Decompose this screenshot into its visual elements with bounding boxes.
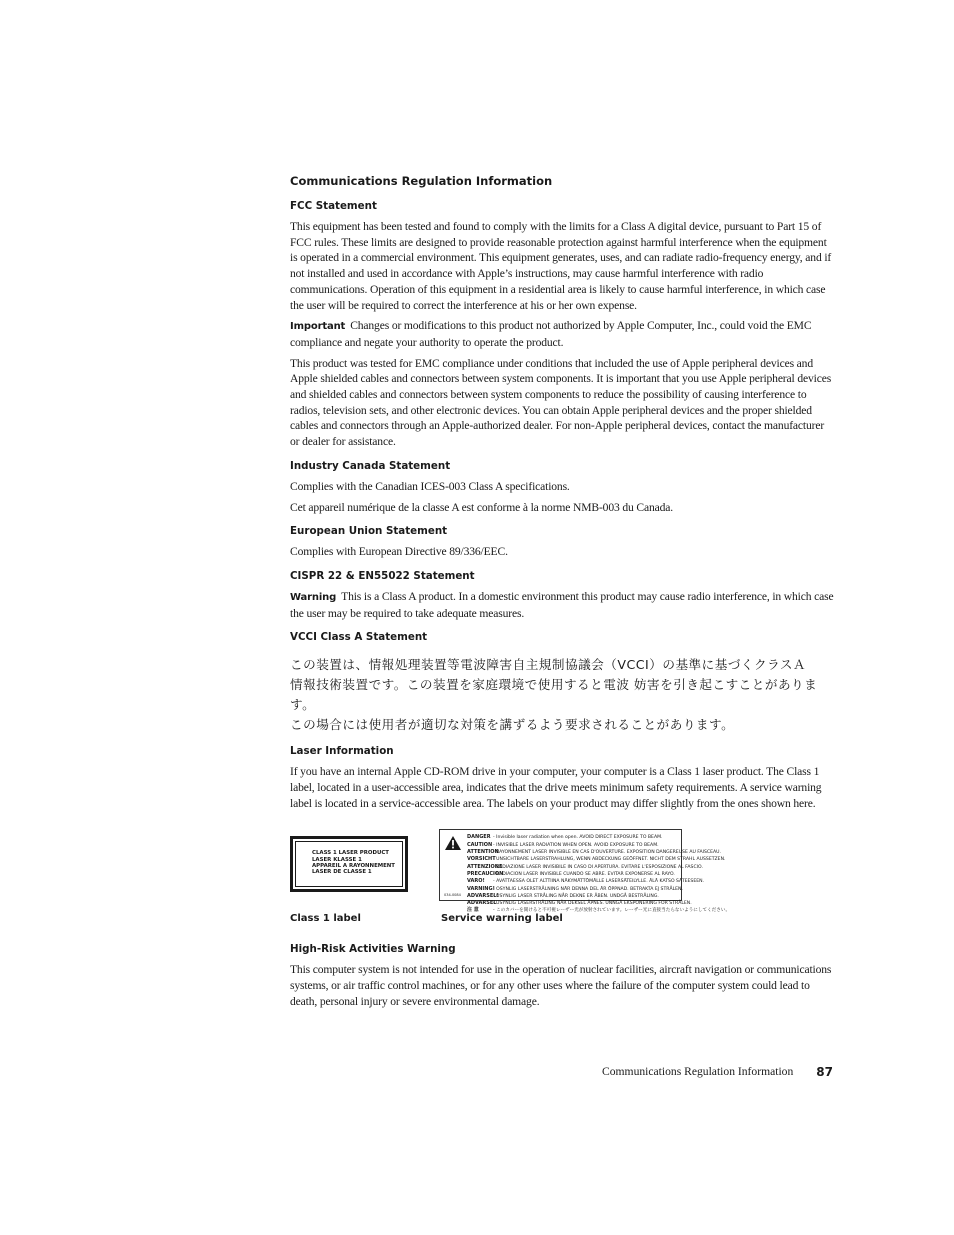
warning-triangle-icon: [445, 836, 461, 850]
service-label-text: - このカバーを開けると不可視レーザー光が放射されています。レーザー光に直接当たらないようにしてください。: [493, 908, 731, 914]
service-label-language: DANGER: [467, 834, 491, 841]
service-label-row: [467, 900, 692, 907]
service-label-language: CAUTION: [467, 841, 493, 848]
eu-heading: European Union Statement: [290, 525, 448, 538]
footer-section-title: Communications Regulation Information: [602, 1065, 794, 1078]
important-text: Changes or modifications to this product not authorized by Apple Computer, Inc., could void the EMC compliance and negate your authority to operate the product.: [290, 319, 812, 349]
service-label-text: - Invisible laser radiation when open. AVOID DIRECT EXPOSURE TO BEAM.: [493, 835, 663, 841]
class1-label-line: CLASS 1 LASER PRODUCT: [312, 850, 389, 857]
service-label-language: PRECAUCION: [467, 870, 504, 877]
vcci-heading: VCCI Class A Statement: [290, 631, 428, 644]
service-label-row: [467, 893, 677, 900]
emc-paragraph: This product was tested for EMC compliance under conditions that included the use of Apple peripheral devices and Apple shielded cables and connectors between system components. It is important that you use Apple peripheral devices and shielded cables and connectors between system components to reduce the possibility of causing interference to radios, television sets, and other electronic devices. You can obtain Apple peripheral devices and the proper shielded cables and connectors through an Apple-authorized dealer. For non-Apple peripheral devices, contact the manufacturer or dealer for assistance.: [290, 356, 832, 449]
service-label-language: VORSICHT: [467, 856, 496, 863]
class1-caption: Class 1 label: [290, 913, 361, 925]
service-label-text: - RAYONNEMENT LASER INVISIBLE EN CAS D'OUVERTURE. EXPOSITION DANGEREUSE AU FAISCEAU.: [493, 850, 722, 856]
canada-heading: Industry Canada Statement: [290, 459, 451, 472]
canada-line-2: Cet appareil numérique de la classe A est conforme à la norme NMB-003 du Canada.: [290, 500, 674, 514]
service-label-language: VARNING!: [467, 885, 495, 892]
service-label-row: [467, 834, 677, 841]
class1-label-image: [290, 836, 408, 892]
fcc-heading: FCC Statement: [290, 200, 377, 212]
page-title: Communications Regulation Information: [290, 174, 553, 188]
class1-label-line: LASER KLASSE 1: [312, 856, 362, 863]
service-label-row: [467, 849, 722, 856]
highrisk-body: This computer system is not intended for use in the operation of nuclear facilities, aircraft navigation or communications systems, or air traffic control machines, or for any other uses where the failure of the computer system could lead to death, personal injury or severe environmental damage.: [290, 963, 832, 1008]
service-label-row: [467, 871, 677, 878]
service-label-text: - RADIAZIONE LASER INVISIBILE IN CASO DI APERTURA. EVITARE L'ESPOSIZIONE AL FASCIO.: [493, 864, 703, 870]
canada-line-1: Complies with the Canadian ICES-003 Class A specifications.: [290, 479, 570, 493]
service-label-language: ATTENZIONE: [467, 863, 503, 870]
service-label-text: - USYNLIG LASERSTRÅLING NÅR DEKSEL ÅPNES. UNNGÅ EKSPONERING FOR STRÅLEN.: [493, 901, 692, 907]
service-label-text: - UNSICHTBARE LASERSTRAHLUNG, WENN ABDECKUNG GEÖFFNET. NICHT DEM STRAHL AUSSETZEN.: [493, 857, 726, 863]
service-label-text: - OSYNLIG LASERSTRÅLNING NÄR DENNA DEL ÄR ÖPPNAD. BETRAKTA EJ STRÅLEN.: [493, 886, 683, 892]
class1-label-line: APPAREIL A RAYONNEMENT: [312, 862, 395, 869]
service-label-code: 034-0084: [444, 893, 461, 898]
service-label-text: - USYNLIG LASER STRÅLING NÅR DEKNE ER ÅBEN. UNDGÅ BESTRÅLING.: [493, 893, 659, 899]
vcci-line-1: この装置は、情報処理装置等電波障害自主規制協議会（VCCI）の基準に基づくクラスＡ: [290, 657, 807, 673]
service-label-language: ADVARSEL: [467, 900, 497, 907]
service-caption: Service warning label: [441, 913, 563, 925]
vcci-line-3: この場合には使用者が適切な対策を講ずるよう要求されることがあります。: [290, 717, 735, 733]
cispr-warning: [290, 589, 835, 621]
service-label-text: - AVATTAESSA OLET ALTTIINA NÄKYMÄTTÖMÄLLE LASERSÄTEILYLLE. ÄLÄ KATSO SÄTEESEEN.: [493, 879, 705, 885]
label-captions: [290, 913, 835, 931]
laser-heading: Laser Information: [290, 745, 394, 758]
service-label-row: [467, 885, 683, 893]
laser-labels: [290, 829, 835, 914]
highrisk-heading: High-Risk Activities Warning: [290, 943, 456, 956]
page-number: 87: [816, 1065, 833, 1079]
service-label-row: [467, 856, 726, 863]
service-label-row: [467, 863, 703, 871]
service-label-row: [467, 842, 677, 849]
service-label-language: 注 意: [467, 907, 479, 914]
important-label: Important: [290, 321, 346, 333]
fcc-body: This equipment has been tested and found to comply with the limits for a Class A digital device, pursuant to Part 15 of FCC rules. These limits are designed to provide reasonable protection against harmful interference when the equipment is operated in a commercial environment. This equipment generates, uses, and can radiate radio-frequency energy, and if not installed and used in accordance with Apple’s instructions, may cause harmful interference with radio communications. Operation of this equipment in a residential area is likely to cause harmful interference, in which case the user will be required to correct the interference at his or her own expense.: [290, 220, 832, 312]
important-note: [290, 318, 835, 350]
warning-label: Warning: [290, 591, 337, 603]
laser-body: If you have an internal Apple CD-ROM drive in your computer, your computer is a Class 1 laser product. The Class 1 label, located in a user-accessible area, indicates that the drive meets minimum safety requirements. A service warning label is located in a service-accessible area. The labels on your product may differ slightly from the ones shown here.: [290, 765, 822, 810]
page-content: [290, 170, 835, 1015]
service-warning-label-image: [439, 829, 731, 914]
service-label-language: ADVARSEL!: [467, 892, 499, 899]
cispr-heading: CISPR 22 & EN55022 Statement: [290, 569, 475, 582]
service-label-text: - INVISIBLE LASER RADIATION WHEN OPEN. AVOID EXPOSURE TO BEAM.: [493, 842, 659, 848]
vcci-line-2: 情報技術装置です。この装置を家庭環境で使用すると電波 妨害を引き起こすことがあります。: [290, 677, 818, 713]
warning-text: This is a Class A product. In a domestic environment this product may cause radio interference, in which case the user may be required to take adequate measures.: [290, 589, 834, 620]
eu-line-1: Complies with European Directive 89/336/EEC.: [290, 545, 508, 559]
service-label-text: - RADIACION LASER INVISIBLE CUANDO SE ABRE. EVITAR EXPONERSE AL RAYO.: [493, 871, 675, 877]
service-label-row: [467, 878, 705, 885]
vcci-japanese-text: [290, 655, 835, 735]
class1-label-line: LASER DE CLASSE 1: [312, 869, 372, 876]
service-label-language: ATTENTION: [467, 849, 499, 856]
service-label-language: VARO!: [467, 878, 485, 885]
